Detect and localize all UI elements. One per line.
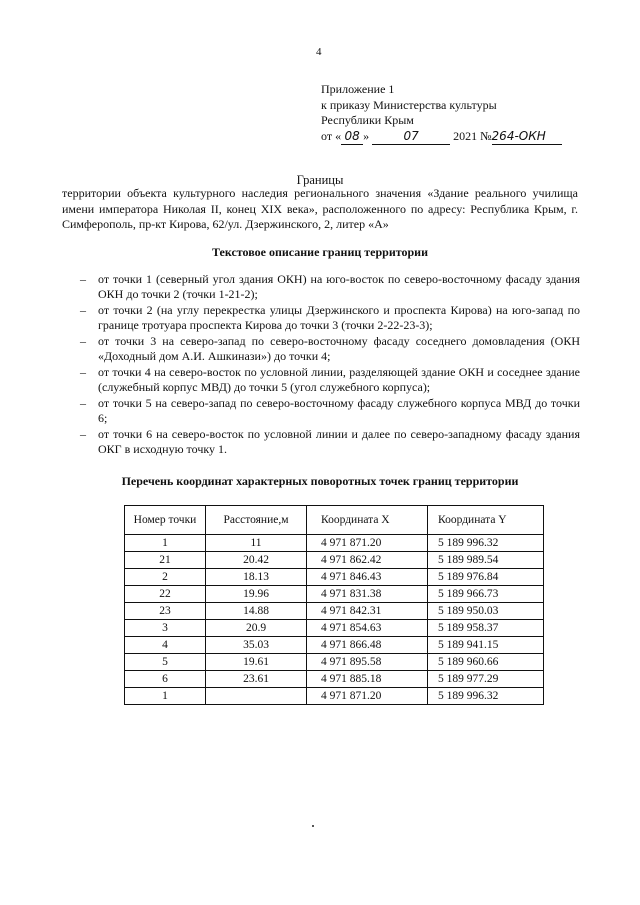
list-item (80, 334, 580, 364)
scan-speck (312, 825, 314, 827)
date-mid: » (363, 128, 370, 143)
table-row (125, 552, 544, 569)
list-item (80, 427, 580, 457)
cell-point: 5 (125, 654, 206, 671)
col-header-point: Номер точки (125, 506, 206, 535)
page-number: 4 (316, 46, 322, 58)
list-item-text: от точки 2 (на углу перекрестка улицы Дзержинского и проспекта Кирова) на юго-запад по границе тротуара проспекта Кирова до точки 3 (точки 2-22-23-3); (98, 303, 580, 332)
cell-y: 5 189 976.84 (428, 569, 544, 586)
cell-point: 4 (125, 637, 206, 654)
list-item (80, 396, 580, 426)
cell-distance: 18.13 (206, 569, 307, 586)
cell-x: 4 971 862.42 (307, 552, 428, 569)
list-item-text: от точки 6 на северо-восток по условной линии и далее по северо-западному фасаду здания ОКГ в исходную точку 1. (98, 427, 580, 456)
cell-y: 5 189 941.15 (428, 637, 544, 654)
cell-distance: 20.9 (206, 620, 307, 637)
table-header-row (125, 506, 544, 535)
table-row (125, 535, 544, 552)
list-item-text: от точки 3 на северо-запад по северо-восточному фасаду соседнего домовладения (ОКН «Доходный дом А.И. Ашкинази») до точки 4; (98, 334, 580, 363)
cell-y: 5 189 966.73 (428, 586, 544, 603)
col-header-x: Координата X (307, 506, 428, 535)
appendix-block (321, 82, 562, 145)
cell-y: 5 189 960.66 (428, 654, 544, 671)
cell-point: 23 (125, 603, 206, 620)
cell-y: 5 189 977.29 (428, 671, 544, 688)
cell-x: 4 971 885.18 (307, 671, 428, 688)
bullet-dash: – (80, 303, 86, 317)
table-body (125, 535, 544, 705)
date-year: 2021 № (453, 128, 492, 143)
list-item (80, 303, 580, 333)
coordinates-table (124, 505, 544, 705)
cell-y: 5 189 996.32 (428, 535, 544, 552)
appendix-title: Приложение 1 (321, 82, 395, 96)
list-item (80, 365, 580, 395)
appendix-region: Республики Крым (321, 113, 414, 127)
cell-distance: 14.88 (206, 603, 307, 620)
appendix-date-line (321, 129, 562, 146)
cell-x: 4 971 866.48 (307, 637, 428, 654)
table-row (125, 620, 544, 637)
document-title: Границы (296, 173, 344, 187)
cell-x: 4 971 842.31 (307, 603, 428, 620)
table-row (125, 688, 544, 705)
col-header-y: Координата Y (428, 506, 544, 535)
cell-point: 22 (125, 586, 206, 603)
cell-x: 4 971 846.43 (307, 569, 428, 586)
cell-point: 21 (125, 552, 206, 569)
table-row (125, 586, 544, 603)
order-number: 264-ОКН (492, 129, 562, 146)
cell-x: 4 971 831.38 (307, 586, 428, 603)
cell-point: 6 (125, 671, 206, 688)
col-header-distance: Расстояние,м (206, 506, 307, 535)
cell-point: 1 (125, 535, 206, 552)
table-heading: Перечень координат характерных поворотных точек границ территории (121, 474, 519, 488)
cell-point: 1 (125, 688, 206, 705)
object-description: территории объекта культурного наследия регионального значения «Здание реального училища имени императора Николая II, конец XIX века», расположенного по адресу: Республика Крым, г. Симферополь, пр-кт Кирова, 62/ул. Дзержинского, 2, литер «А» (62, 186, 578, 231)
cell-distance (206, 688, 307, 705)
cell-y: 5 189 950.03 (428, 603, 544, 620)
date-day: 08 (341, 129, 363, 146)
cell-x: 4 971 871.20 (307, 535, 428, 552)
list-item (80, 272, 580, 302)
table-row (125, 671, 544, 688)
date-prefix: от « (321, 128, 342, 143)
bullet-dash: – (80, 272, 86, 286)
appendix-order-ref: к приказу Министерства культуры (321, 97, 497, 112)
list-item-text: от точки 4 на северо-восток по условной линии, разделяющей здание ОКН и соседнее здание (служебный корпус МВД) до точки 5 (угол служебного корпуса); (98, 365, 580, 394)
date-month: 07 (372, 129, 450, 146)
cell-point: 2 (125, 569, 206, 586)
cell-point: 3 (125, 620, 206, 637)
cell-distance: 23.61 (206, 671, 307, 688)
cell-y: 5 189 989.54 (428, 552, 544, 569)
cell-distance: 20.42 (206, 552, 307, 569)
section-heading: Текстовое описание границ территории (211, 245, 429, 259)
cell-distance: 19.96 (206, 586, 307, 603)
table-row (125, 637, 544, 654)
cell-distance: 19.61 (206, 654, 307, 671)
list-item-text: от точки 1 (северный угол здания ОКН) на юго-восток по северо-восточному фасаду здания ОКН до точки 2 (точки 1-21-2); (98, 272, 580, 301)
list-item-text: от точки 5 на северо-запад по северо-восточному фасаду служебного корпуса МВД до точки 6; (98, 396, 580, 425)
cell-x: 4 971 895.58 (307, 654, 428, 671)
bullet-dash: – (80, 365, 86, 379)
bullet-dash: – (80, 427, 86, 441)
table-row (125, 603, 544, 620)
boundary-description-list (80, 272, 580, 458)
cell-y: 5 189 958.37 (428, 620, 544, 637)
bullet-dash: – (80, 334, 86, 348)
cell-x: 4 971 854.63 (307, 620, 428, 637)
bullet-dash: – (80, 396, 86, 410)
cell-y: 5 189 996.32 (428, 688, 544, 705)
table-row (125, 569, 544, 586)
cell-x: 4 971 871.20 (307, 688, 428, 705)
cell-distance: 35.03 (206, 637, 307, 654)
table-row (125, 654, 544, 671)
cell-distance: 11 (206, 535, 307, 552)
